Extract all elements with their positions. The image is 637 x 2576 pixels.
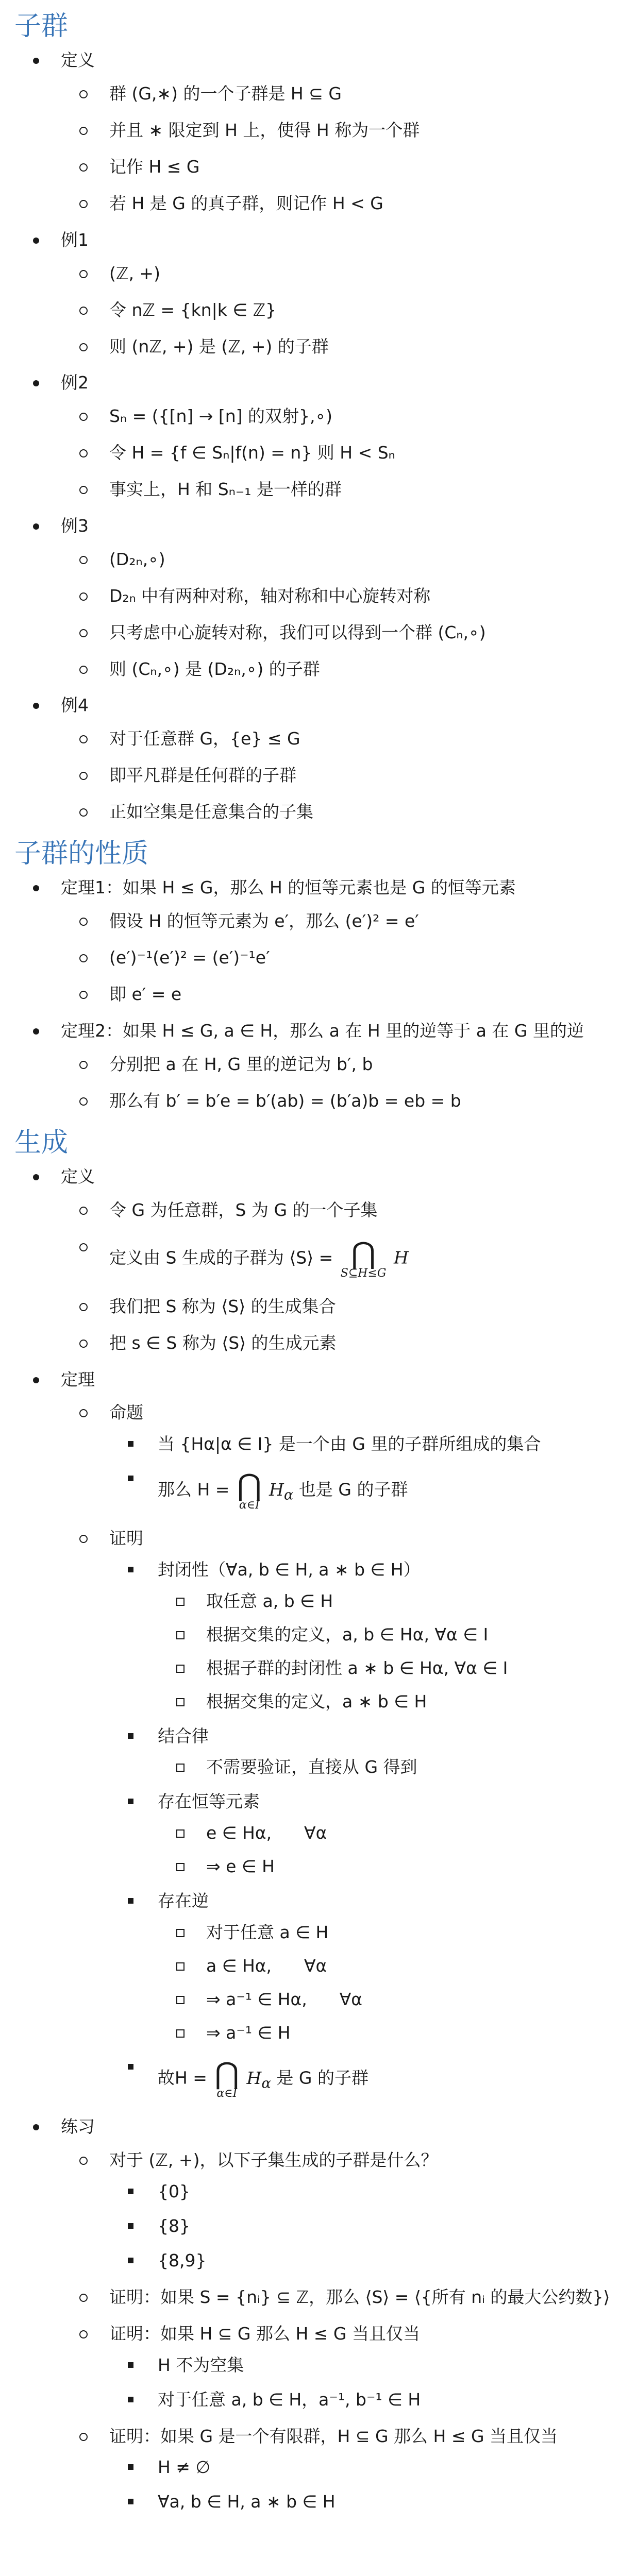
list-item [14, 372, 623, 501]
item-label: 例2 [61, 372, 89, 393]
list-item: 若 H 是 G 的真子群，则记作 H < G [61, 193, 623, 215]
list-item: (ℤ, +) [61, 263, 623, 285]
list-item [14, 877, 623, 1006]
list-item: 证明：如果 S = {nᵢ} ⊆ ℤ，那么 ⟨S⟩ = ⟨{所有 nᵢ 的最大公约数}⟩ [61, 2286, 623, 2309]
list-item: 根据交集的定义，a, b ∈ Hα, ∀α ∈ I [158, 1624, 623, 1646]
list-item: 不需要验证，直接从 G 得到 [158, 1756, 623, 1778]
list-item: 只考虑中心旋转对称，我们可以得到一个群 (Cₙ,∘) [61, 622, 623, 644]
list-item: 对于任意群 G，{e} ≤ G [61, 728, 623, 750]
list-item: {8,9} [109, 2250, 623, 2272]
subgroup-list [14, 49, 623, 823]
list-item: 证明 封闭性（∀a, b ∈ H, a ∗ b ∈ H） 取任意 a, b ∈ H 根据交集的定义，a, b ∈ Hα, ∀α ∈ I 根据子群的封闭性 a ∗ b ∈ Hα, ∀α ∈ I 根据交集的定义，a ∗ b ∈ H 结合律 不需要验证，直接从 G 得到 存在恒等元素 e ∈ Hα, ∀α ⇒ e ∈ H 存在逆 对于任意 a ∈ H a ∈ Hα, ∀α ⇒ a⁻¹ ∈ Hα, ∀α ⇒ a⁻¹ ∈ H 故H = ⋂ α∈I $H_\alpha$ 是 G 的子群 [61, 1528, 623, 2102]
list-item: 我们把 S 称为 ⟨S⟩ 的生成集合 [61, 1296, 623, 1318]
list-item: Sₙ = ({[n] → [n] 的双射},∘) [61, 405, 623, 428]
item-label: 定理 [61, 1369, 95, 1389]
list-item: {8} [109, 2215, 623, 2238]
list-item: H ≠ ∅ [109, 2456, 623, 2479]
list-item: 对于任意 a ∈ H [158, 1922, 623, 1944]
list-item [14, 2116, 623, 2513]
list-item: 分别把 a 在 H, G 里的逆记为 b′, b [61, 1054, 623, 1076]
item-label: 例3 [61, 515, 89, 536]
item-label: 例4 [61, 695, 89, 716]
list-item: ⇒ e ∈ H [158, 1856, 623, 1878]
list-item: 故H = ⋂ α∈I $H_\alpha$ 是 G 的子群 [109, 2056, 623, 2102]
section-title-properties: 子群的性质 [14, 838, 149, 869]
list-item: 存在恒等元素 e ∈ Hα, ∀α ⇒ e ∈ H [109, 1791, 623, 1878]
list-item: 即 e′ = e [61, 984, 623, 1006]
list-item: {0} [109, 2181, 623, 2203]
section-title-generation: 生成 [14, 1127, 69, 1158]
list-item: (e′)⁻¹(e′)² = (e′)⁻¹e′ [61, 947, 623, 969]
list-item [14, 1369, 623, 2102]
list-item [14, 1020, 623, 1112]
list-item: 令 nℤ = {kn|k ∈ ℤ} [61, 299, 623, 321]
list-item: 即平凡群是任何群的子群 [61, 765, 623, 787]
list-item: 令 G 为任意群，S 为 G 的一个子集 [61, 1199, 623, 1222]
list-item: 当 {Hα|α ∈ I} 是一个由 G 里的子群所组成的集合 [109, 1433, 623, 1455]
list-item [14, 515, 623, 680]
list-item: 则 (Cₙ,∘) 是 (D₂ₙ,∘) 的子群 [61, 658, 623, 681]
list-item [14, 49, 623, 214]
list-item: 定义由 S 生成的子群为 ⟨S⟩ = ⋂ S⊆H≤G H [61, 1236, 623, 1281]
list-item: ⇒ a⁻¹ ∈ Hα, ∀α [158, 1989, 623, 2011]
list-item: 事实上，H 和 Sₙ₋₁ 是一样的群 [61, 479, 623, 501]
list-item [14, 1166, 623, 1354]
list-item: 根据交集的定义，a ∗ b ∈ H [158, 1691, 623, 1713]
generation-list [14, 1166, 623, 2513]
list-item: 正如空集是任意集合的子集 [61, 801, 623, 823]
list-item: 证明：如果 H ⊆ G 那么 H ≤ G 当且仅当 H 不为空集 对于任意 a, b ∈ H，a⁻¹, b⁻¹ ∈ H [61, 2323, 623, 2411]
intersection-symbol: ⋂ α∈I [214, 2056, 240, 2100]
list-item: ⇒ a⁻¹ ∈ H [158, 2022, 623, 2044]
list-item: (D₂ₙ,∘) [61, 549, 623, 571]
list-item: 则 (nℤ, +) 是 (ℤ, +) 的子群 [61, 336, 623, 358]
theorem-2: 定理2：如果 H ≤ G, a ∈ H，那么 a 在 H 里的逆等于 a 在 G 里的逆 [61, 1020, 584, 1041]
list-item [14, 229, 623, 358]
list-item: ∀a, b ∈ H, a ∗ b ∈ H [109, 2491, 623, 2513]
theorem-1: 定理1：如果 H ≤ G，那么 H 的恒等元素也是 G 的恒等元素 [61, 877, 516, 898]
list-item: 假设 H 的恒等元素为 e′，那么 (e′)² = e′ [61, 910, 623, 933]
list-item: H 不为空集 [109, 2354, 623, 2377]
list-item: 对于 (ℤ, +)，以下子集生成的子群是什么？ {0} {8} {8,9} [61, 2149, 623, 2272]
item-label: 定义 [61, 50, 95, 71]
item-label: 定义 [61, 1166, 95, 1187]
list-item: e ∈ Hα, ∀α [158, 1822, 623, 1844]
list-item: 封闭性（∀a, b ∈ H, a ∗ b ∈ H） 取任意 a, b ∈ H 根据交集的定义，a, b ∈ Hα, ∀α ∈ I 根据子群的封闭性 a ∗ b ∈ Hα, ∀α ∈ I 根据交集的定义，a ∗ b ∈ H [109, 1559, 623, 1713]
list-item: 证明：如果 G 是一个有限群，H ⊆ G 那么 H ≤ G 当且仅当 H ≠ ∅ ∀a, b ∈ H, a ∗ b ∈ H [61, 2426, 623, 2514]
list-item: 命题 当 {Hα|α ∈ I} 是一个由 G 里的子群所组成的集合 那么 H = ⋂ α∈I $H_\alpha$ 也是 G 的子群 [61, 1402, 623, 1513]
intersection-symbol: ⋂ S⊆H≤G [340, 1235, 387, 1280]
list-item: a ∈ Hα, ∀α [158, 1955, 623, 1977]
list-item: 那么有 b′ = b′e = b′(ab) = (b′a)b = eb = b [61, 1090, 623, 1112]
list-item: 那么 H = ⋂ α∈I $H_\alpha$ 也是 G 的子群 [109, 1468, 623, 1513]
intersection-symbol: ⋂ α∈I [237, 1467, 262, 1512]
list-item [14, 694, 623, 823]
list-item: 令 H = {f ∈ Sₙ|f(n) = n} 则 H < Sₙ [61, 442, 623, 464]
list-item: 结合律 不需要验证，直接从 G 得到 [109, 1725, 623, 1779]
section-title-subgroup: 子群 [14, 11, 69, 42]
list-item: 把 s ∈ S 称为 ⟨S⟩ 的生成元素 [61, 1332, 623, 1354]
list-item: 根据子群的封闭性 a ∗ b ∈ Hα, ∀α ∈ I [158, 1657, 623, 1680]
item-label: 例1 [61, 229, 89, 250]
list-item: 记作 H ≤ G [61, 156, 623, 178]
list-item: 取任意 a, b ∈ H [158, 1590, 623, 1613]
list-item: 群 (G,∗) 的一个子群是 H ⊆ G [61, 83, 623, 105]
list-item: 对于任意 a, b ∈ H，a⁻¹, b⁻¹ ∈ H [109, 2389, 623, 2411]
list-item: 存在逆 对于任意 a ∈ H a ∈ Hα, ∀α ⇒ a⁻¹ ∈ Hα, ∀α ⇒ a⁻¹ ∈ H [109, 1890, 623, 2044]
list-item: 并且 ∗ 限定到 H 上，使得 H 称为一个群 [61, 120, 623, 142]
item-label: 练习 [61, 2116, 95, 2137]
list-item: D₂ₙ 中有两种对称，轴对称和中心旋转对称 [61, 585, 623, 607]
properties-list [14, 877, 623, 1112]
